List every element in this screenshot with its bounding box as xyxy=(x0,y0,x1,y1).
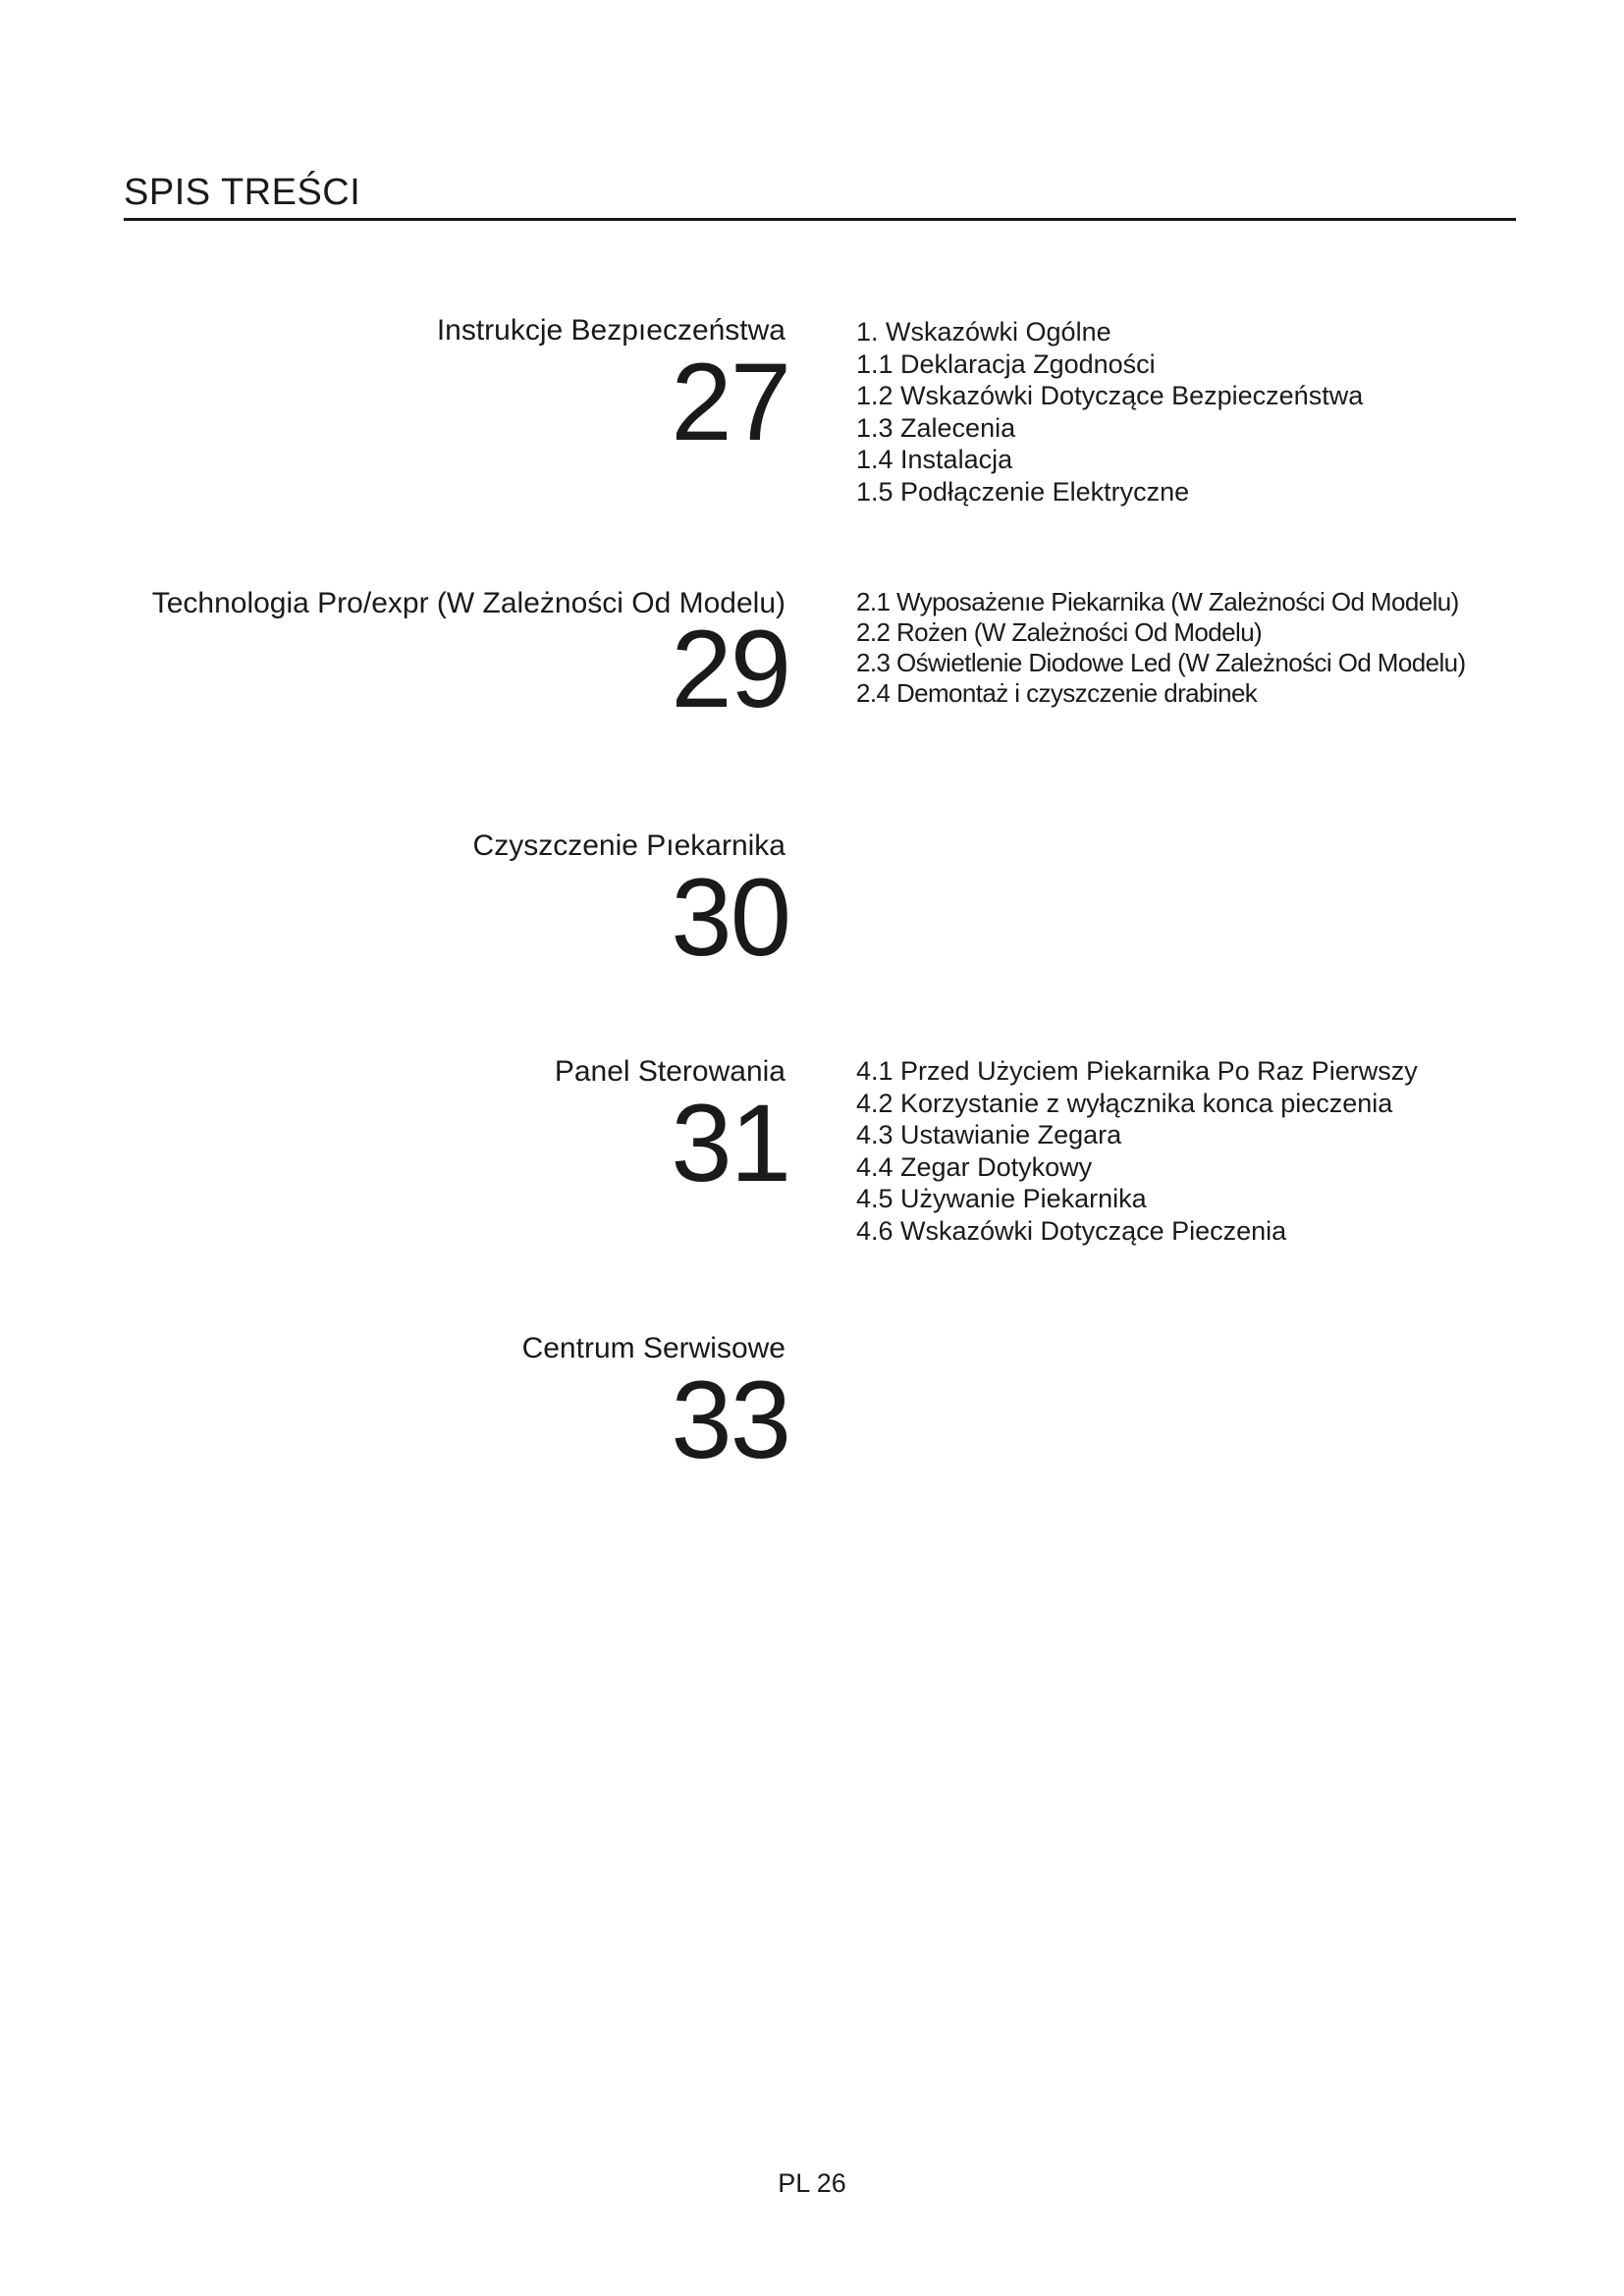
section-heading xyxy=(436,314,789,463)
section-page-number[interactable]: 33 xyxy=(671,1359,789,1481)
toc-item[interactable]: 1.2 Wskazówki Dotyczące Bezpieczeństwa xyxy=(856,381,1364,410)
section-items xyxy=(856,587,1466,709)
section-heading xyxy=(521,1332,789,1481)
section-heading xyxy=(472,829,789,979)
section-page-number[interactable]: 31 xyxy=(671,1082,789,1204)
section-page-number[interactable]: 30 xyxy=(671,856,789,979)
section-title[interactable]: Instrukcje Bezpıeczeństwa xyxy=(436,314,785,347)
toc-item[interactable]: 1.4 Instalacja xyxy=(856,445,1013,474)
section-heading xyxy=(554,1055,789,1204)
toc-item[interactable]: 4.4 Zegar Dotykowy xyxy=(856,1151,1093,1182)
section-items xyxy=(856,1055,1418,1247)
section-heading xyxy=(151,587,789,730)
toc-item[interactable]: 1.1 Deklaracja Zgodności xyxy=(856,348,1156,379)
toc-item[interactable]: 1. Wskazówki Ogólne xyxy=(856,317,1111,347)
page-footer: PL 26 xyxy=(778,2168,846,2198)
toc-item[interactable]: 2.3 Oświetlenie Diodowe Led (W Zależności Od Modelu) xyxy=(856,648,1466,677)
section-title[interactable]: Centrum Serwisowe xyxy=(521,1332,785,1364)
toc-item[interactable]: 2.2 Rożen (W Zależności Od Modelu) xyxy=(856,617,1263,647)
page-header xyxy=(124,171,1516,221)
section-page-number[interactable]: 29 xyxy=(671,608,789,730)
toc-item[interactable]: 4.6 Wskazówki Dotyczące Pieczenia xyxy=(856,1215,1287,1246)
section-title[interactable]: Czyszczenie Pıekarnika xyxy=(472,829,785,862)
page-title: SPIS TREŚCI xyxy=(124,172,361,213)
section-title[interactable]: Panel Sterowania xyxy=(554,1055,785,1088)
section-items xyxy=(856,316,1363,507)
toc-item[interactable]: 1.5 Podłączenie Elektryczne xyxy=(856,476,1190,507)
toc-item[interactable]: 2.1 Wyposażenıe Piekarnika (W Zależności Od Modelu) xyxy=(856,587,1459,616)
toc-item[interactable]: 1.3 Zalecenia xyxy=(856,412,1016,443)
toc-item[interactable]: 4.3 Ustawianie Zegara xyxy=(856,1120,1122,1149)
toc-item[interactable]: 4.1 Przed Użyciem Piekarnika Po Raz Pierwszy xyxy=(856,1056,1418,1086)
section-title[interactable]: Technologia Pro/expr (W Zależności Od Modelu) xyxy=(151,587,785,619)
section-page-number[interactable]: 27 xyxy=(671,341,789,463)
toc-item[interactable]: 2.4 Demontaż i czyszczenie drabinek xyxy=(856,678,1258,708)
toc-item[interactable]: 4.2 Korzystanie z wyłącznika konca pieczenia xyxy=(856,1088,1393,1118)
toc-item[interactable]: 4.5 Używanie Piekarnika xyxy=(856,1184,1147,1213)
